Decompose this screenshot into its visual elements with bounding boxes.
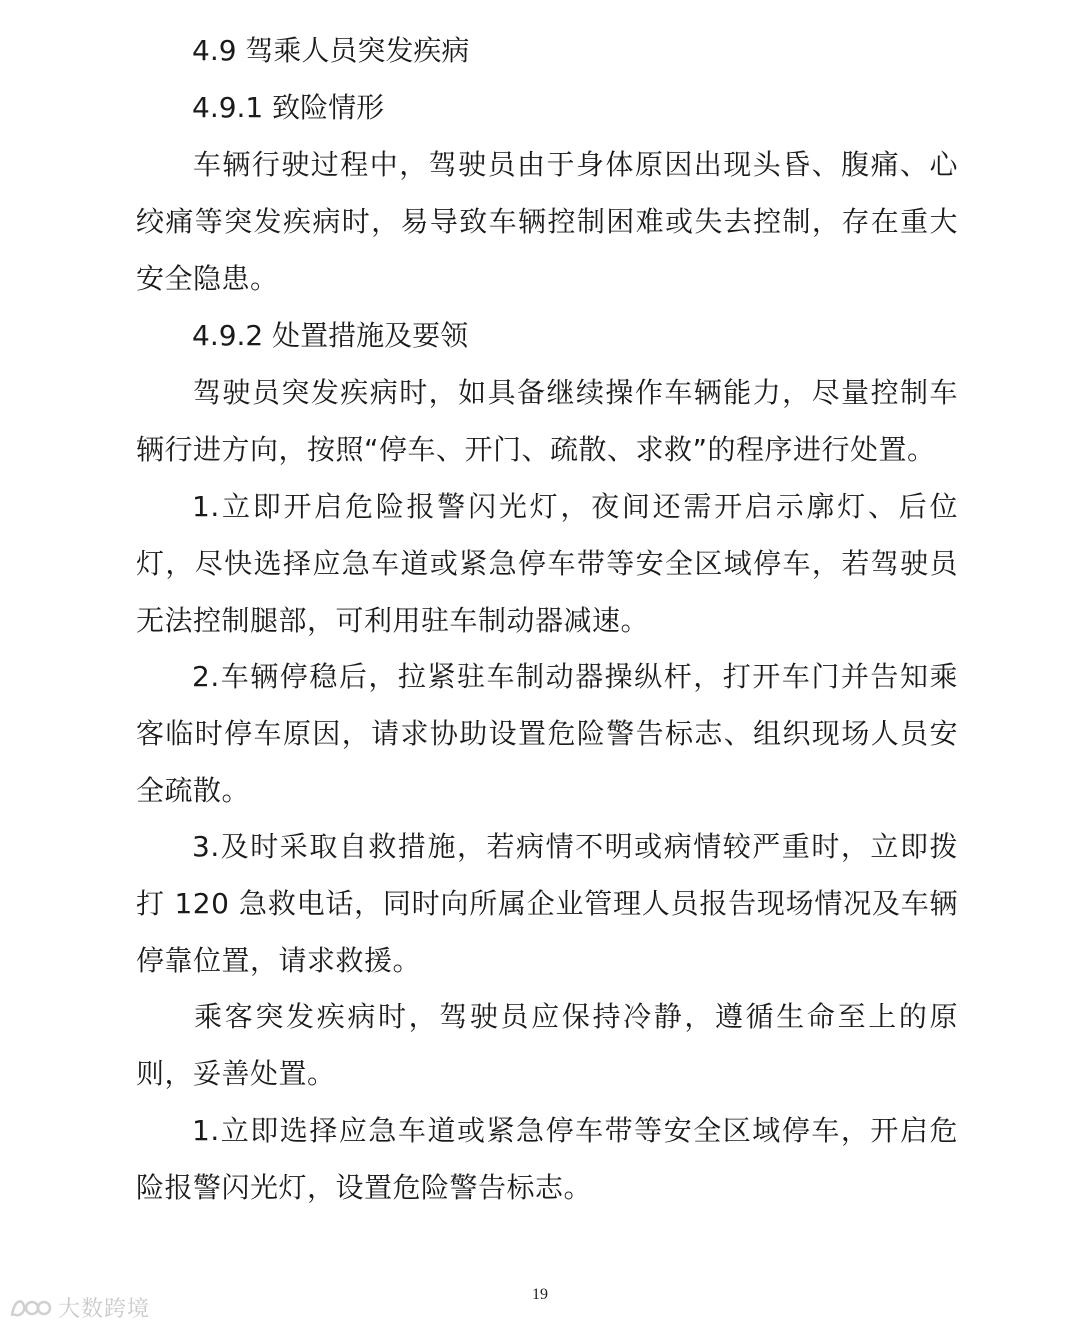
paragraph-passenger-step-1 — [136, 1102, 958, 1216]
paragraph-passenger-text: 乘客突发疾病时，驾驶员应保持冷静，遵循生命至上的原则，妥善处置。 — [136, 1000, 958, 1090]
watermark — [8, 1290, 150, 1324]
subsection-heading-measures: 4.9.2 处置措施及要领 — [192, 319, 469, 352]
paragraph-driver-illness — [136, 364, 958, 478]
section-heading: 4.9 驾乘人员突发疾病 — [192, 34, 470, 67]
paragraph-risk-situation — [136, 136, 958, 307]
watermark-text: 大数跨境 — [58, 1296, 151, 1322]
page-number: 19 — [532, 1286, 548, 1303]
step-1-text: 1.立即开启危险报警闪光灯，夜间还需开启示廓灯、后位灯，尽快选择应急车道或紧急停车带等安全区域停车，若驾驶员无法控制腿部，可利用驻车制动器减速。 — [136, 490, 958, 637]
paragraph-step-3 — [136, 818, 958, 989]
watermark-logo-icon — [8, 1292, 52, 1322]
paragraph-step-2 — [136, 648, 958, 819]
paragraph-passenger-illness — [136, 988, 958, 1102]
step-3-text: 3.及时采取自救措施，若病情不明或病情较严重时，立即拨打 120 急救电话，同时向所属企业管理人员报告现场情况及车辆停靠位置，请求救援。 — [136, 830, 958, 977]
paragraph-risk-text: 车辆行驶过程中，驾驶员由于身体原因出现头昏、腹痛、心绞痛等突发疾病时，易导致车辆控制困难或失去控制，存在重大安全隐患。 — [136, 148, 958, 295]
subsection-heading-risk: 4.9.1 致险情形 — [192, 91, 385, 124]
step-2-text: 2.车辆停稳后，拉紧驻车制动器操纵杆，打开车门并告知乘客临时停车原因，请求协助设置危险警告标志、组织现场人员安全疏散。 — [136, 660, 958, 807]
passenger-step-1-text: 1.立即选择应急车道或紧急停车带等安全区域停车，开启危险报警闪光灯，设置危险警告标志。 — [136, 1114, 958, 1204]
paragraph-step-1 — [136, 478, 958, 649]
paragraph-driver-text: 驾驶员突发疾病时，如具备继续操作车辆能力，尽量控制车辆行进方向，按照“停车、开门、疏散、求救”的程序进行处置。 — [136, 376, 958, 466]
